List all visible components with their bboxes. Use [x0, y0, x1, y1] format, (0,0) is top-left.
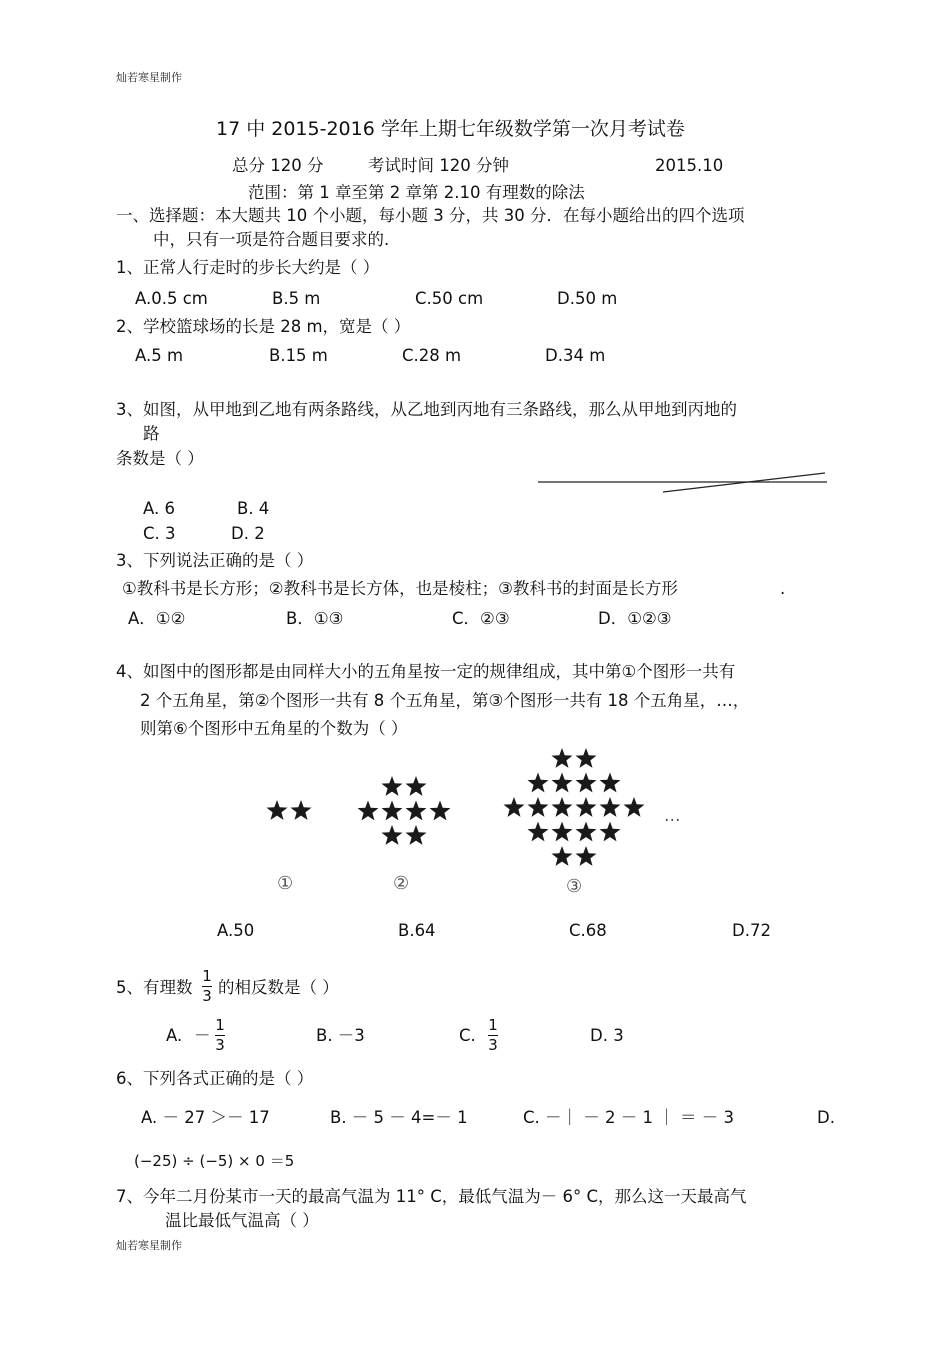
- figure-ellipsis: …: [664, 806, 681, 825]
- exam-total: 总分 120 分: [232, 156, 324, 175]
- q3b-stem: 3、下列说法正确的是（ ）: [116, 551, 314, 570]
- exam-date: 2015.10: [655, 156, 724, 175]
- q3a-option-d: D. 2: [231, 524, 265, 543]
- q4-option-c: C.68: [569, 921, 607, 940]
- star-fig3-r4-4: [600, 822, 621, 842]
- q1-option-b: B.5 m: [272, 289, 321, 308]
- star-fig3-r3-5: [600, 797, 621, 817]
- star-fig3-r4-2: [552, 822, 573, 842]
- footer-maker: 灿若寒星制作: [116, 1239, 182, 1252]
- q4-line2: 2 个五角星，第②个图形一共有 8 个五角星，第③个图形一共有 18 个五角星，…，: [140, 691, 750, 710]
- star-fig3-r2-2: [552, 773, 573, 793]
- q3b-option-b: B．①③: [286, 609, 344, 628]
- star-fig2-r2-3: [406, 801, 427, 821]
- figure-label-2: ②: [393, 873, 410, 894]
- q5-option-a-fraction: [215, 1017, 225, 1054]
- q5-opta-num: 1: [215, 1016, 225, 1034]
- q5-frac-num: 1: [202, 967, 212, 985]
- q4-option-a: A.50: [217, 921, 255, 940]
- q6-option-d: D.: [817, 1108, 835, 1127]
- star-fig3-r3-1: [504, 797, 525, 817]
- star-fig2-r3-1: [382, 825, 403, 845]
- q3a-line1: 3、如图，从甲地到乙地有两条路线，从乙地到丙地有三条路线，那么从甲地到丙地的: [116, 400, 737, 419]
- star-fig3-r3-6: [624, 797, 645, 817]
- q3a-option-b: B. 4: [237, 499, 270, 518]
- q7-line1: 7、今年二月份某市一天的最高气温为 11° C，最低气温为－ 6° C，那么这一天最高气: [116, 1187, 747, 1206]
- q3b-option-c: C．②③: [452, 609, 510, 628]
- q5-option-d: D. 3: [590, 1026, 624, 1045]
- exam-title: 17 中 2015-2016 学年上期七年级数学第一次月考试卷: [216, 118, 685, 140]
- q6-option-b: B. － 5 － 4=－ 1: [330, 1108, 468, 1127]
- q4-line1: 4、如图中的图形都是由同样大小的五角星按一定的规律组成，其中第①个图形一共有: [116, 662, 736, 681]
- q5-optc-den: 3: [488, 1036, 498, 1054]
- q5-option-c-fraction: [488, 1017, 498, 1054]
- exam-time: 考试时间 120 分钟: [368, 156, 509, 175]
- q4-option-d: D.72: [732, 921, 771, 940]
- q5-stem-post: 的相反数是（ ）: [218, 978, 339, 997]
- star-fig3-r2-4: [600, 773, 621, 793]
- q5-stem-pre: 5、有理数: [116, 978, 193, 997]
- star-fig2-r2-2: [382, 801, 403, 821]
- q1-option-a: A.0.5 cm: [135, 289, 208, 308]
- q3b-dot: .: [780, 579, 786, 598]
- star-fig3-r2-1: [528, 773, 549, 793]
- header-maker: 灿若寒星制作: [116, 71, 182, 84]
- star-fig3-r3-4: [576, 797, 597, 817]
- star-fig2-r1-2: [406, 776, 427, 796]
- q3a-option-c: C. 3: [143, 524, 176, 543]
- q4-option-b: B.64: [398, 921, 436, 940]
- q7-line2: 温比最低气温高（ ）: [165, 1211, 319, 1230]
- figure-label-1: ①: [277, 873, 294, 894]
- star-fig2-r3-2: [406, 825, 427, 845]
- q3a-line2: 路: [143, 424, 160, 443]
- q5-option-c-label: C.: [459, 1026, 476, 1045]
- q2-option-d: D.34 m: [545, 346, 606, 365]
- q5-fraction: [202, 968, 212, 1005]
- q6-stem: 6、下列各式正确的是（ ）: [116, 1069, 314, 1088]
- q5-option-b: B. －3: [316, 1026, 365, 1045]
- star-fig3-r1-2: [576, 748, 597, 768]
- q2-stem: 2、学校篮球场的长是 28 m，宽是（ ）: [116, 317, 411, 336]
- star-fig3-r3-3: [552, 797, 573, 817]
- q3b-statement: ①教科书是长方形；②教科书是长方体，也是棱柱；③教科书的封面是长方形: [122, 579, 678, 598]
- star-fig2-r1-1: [382, 776, 403, 796]
- star-fig1-r1-1: [267, 800, 288, 820]
- q1-option-d: D.50 m: [557, 289, 618, 308]
- q3b-option-d: D．①②③: [598, 609, 672, 628]
- q2-option-a: A.5 m: [135, 346, 184, 365]
- section1-intro-line1: 一、选择题：本大题共 10 个小题，每小题 3 分，共 30 分．在每小题给出的四个选项: [116, 206, 745, 225]
- exam-scope: 范围：第 1 章至第 2 章第 2.10 有理数的除法: [248, 183, 585, 202]
- q6-option-a: A. － 27 ＞－ 17: [141, 1108, 270, 1127]
- q2-option-c: C.28 m: [402, 346, 462, 365]
- section1-intro-line2: 中，只有一项是符合题目要求的.: [153, 230, 390, 249]
- q1-stem: 1、正常人行走时的步长大约是（ ）: [116, 258, 380, 277]
- q5-option-a-sign: －: [194, 1026, 211, 1045]
- star-fig3-r4-3: [576, 822, 597, 842]
- star-fig2-r2-1: [358, 801, 379, 821]
- q5-frac-den: 3: [202, 987, 212, 1005]
- star-fig3-r4-1: [528, 822, 549, 842]
- star-fig3-r3-2: [528, 797, 549, 817]
- star-fig2-r2-4: [430, 801, 451, 821]
- q3a-option-a: A. 6: [143, 499, 175, 518]
- q3a-line3: 条数是（ ）: [116, 449, 204, 468]
- q4-line3: 则第⑥个图形中五角星的个数为（ ）: [140, 719, 408, 738]
- q6-option-c: C. －｜ － 2 － 1 ｜ ＝ － 3: [523, 1108, 734, 1127]
- q5-opta-den: 3: [215, 1036, 225, 1054]
- q5-optc-num: 1: [488, 1016, 498, 1034]
- star-fig1-r1-2: [291, 800, 312, 820]
- star-fig3-r2-3: [576, 773, 597, 793]
- q6-option-d-expression: (−25) ÷ (−5) × 0 ＝5: [134, 1152, 295, 1170]
- star-fig3-r1-1: [552, 748, 573, 768]
- q2-option-b: B.15 m: [269, 346, 328, 365]
- q3b-option-a: A．①②: [128, 609, 186, 628]
- star-fig3-r5-1: [552, 846, 573, 866]
- figure-label-3: ③: [566, 876, 583, 897]
- q5-option-a-label: A.: [166, 1026, 183, 1045]
- star-fig3-r5-2: [576, 846, 597, 866]
- q1-option-c: C.50 cm: [415, 289, 484, 308]
